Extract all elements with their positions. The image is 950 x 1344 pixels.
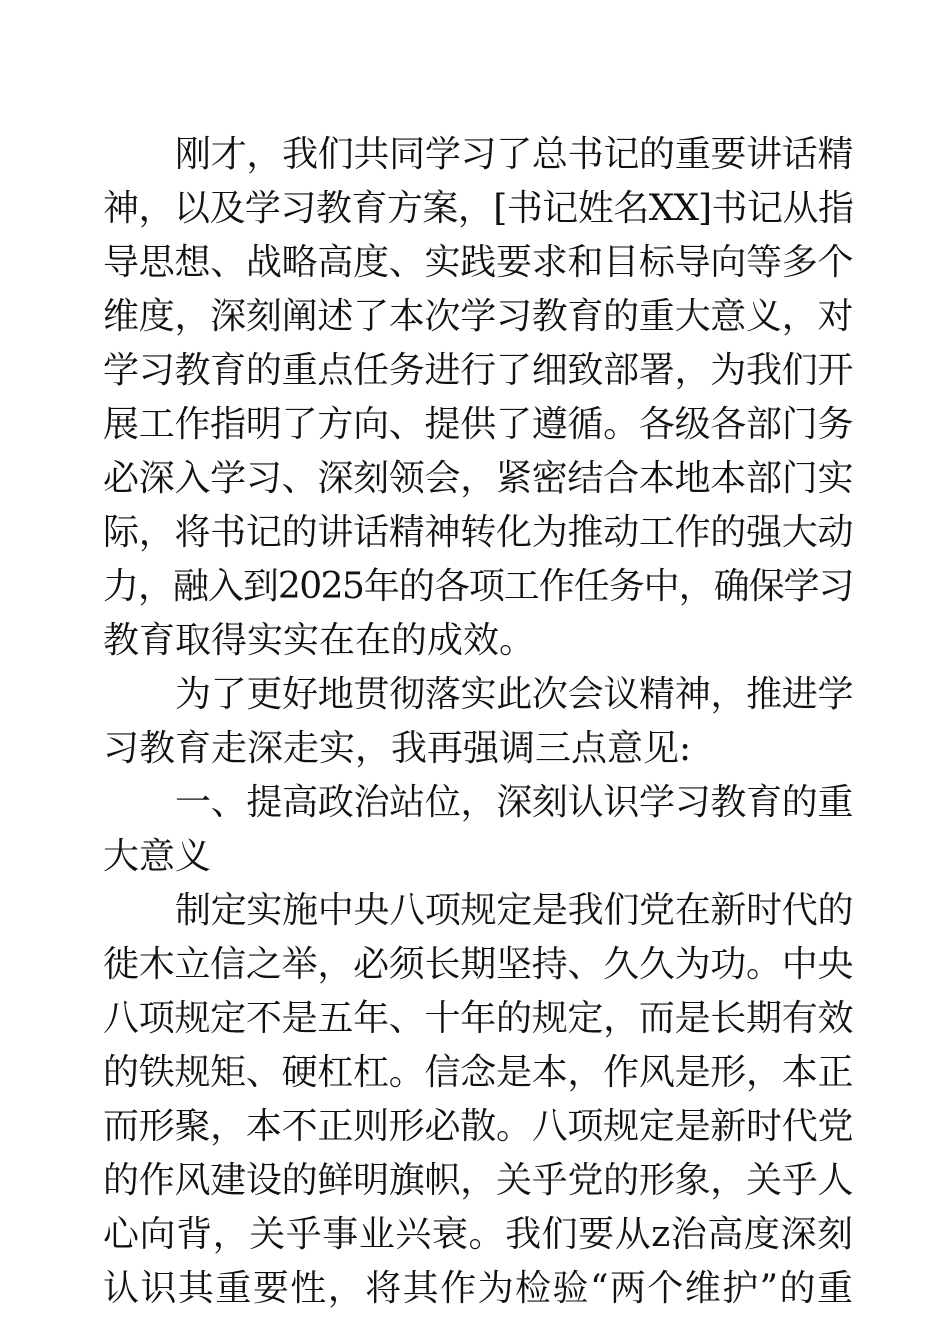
text-line: 神，以及学习教育方案，[书记姓名XX]书记从指 — [103, 188, 853, 229]
text-line: 维度，深刻阐述了本次学习教育的重大意义，对 — [103, 296, 853, 337]
text-line: 力，融入到2025年的各项工作任务中，确保学习 — [103, 566, 853, 607]
text-line: 制定实施中央八项规定是我们党在新时代的 — [175, 890, 853, 931]
text-line: 导思想、战略高度、实践要求和目标导向等多个 — [103, 242, 853, 283]
text-line: 徙木立信之举，必须长期坚持、久久为功。中央 — [103, 944, 853, 985]
text-line: 认识其重要性，将其作为检验“两个维护”的重 — [103, 1268, 853, 1309]
text-line: 大意义 — [103, 836, 212, 877]
text-line: 学习教育的重点任务进行了细致部署，为我们开 — [103, 350, 853, 391]
text-line: 际，将书记的讲话精神转化为推动工作的强大动 — [103, 512, 853, 553]
text-line: 一、提高政治站位，深刻认识学习教育的重 — [175, 782, 853, 823]
text-line: 的铁规矩、硬杠杠。信念是本，作风是形，本正 — [103, 1052, 853, 1093]
text-line: 八项规定不是五年、十年的规定，而是长期有效 — [103, 998, 853, 1039]
text-line: 的作风建设的鲜明旗帜，关乎党的形象，关乎人 — [103, 1160, 853, 1201]
document-body — [103, 128, 853, 1316]
text-line: 而形聚，本不正则形必散。八项规定是新时代党 — [103, 1106, 853, 1147]
text-line: 教育取得实实在在的成效。 — [103, 620, 536, 661]
text-line: 为了更好地贯彻落实此次会议精神，推进学 — [175, 674, 853, 715]
text-line: 习教育走深走实，我再强调三点意见: — [103, 728, 692, 769]
text-line: 必深入学习、深刻领会，紧密结合本地本部门实 — [103, 458, 853, 499]
text-line: 心向背，关乎事业兴衰。我们要从z治高度深刻 — [103, 1214, 853, 1255]
text-line: 刚才，我们共同学习了总书记的重要讲话精 — [175, 134, 853, 175]
text-line: 展工作指明了方向、提供了遵循。各级各部门务 — [103, 404, 853, 445]
